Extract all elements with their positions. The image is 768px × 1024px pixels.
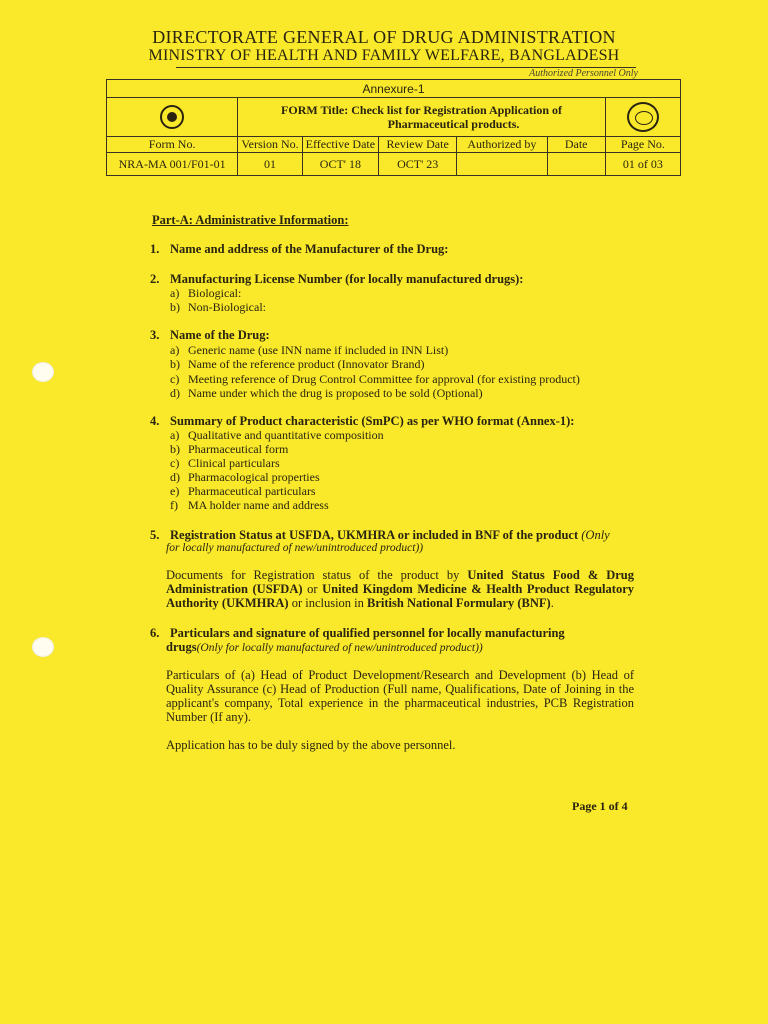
form-table-value-row bbox=[107, 153, 681, 176]
item-5-title-note: for locally manufactured of new/unintroduced product)) bbox=[166, 542, 424, 554]
annexure-label: Annexure-1 bbox=[107, 80, 681, 98]
val-version-no: 01 bbox=[238, 153, 302, 176]
item-6-title: Particulars and signature of qualified personnel for locally manufacturing bbox=[170, 626, 565, 640]
col-version-no: Version No. bbox=[238, 137, 302, 153]
item-5-number: 5. bbox=[150, 528, 160, 542]
govt-seal-icon bbox=[160, 105, 184, 129]
val-page-no: 01 of 03 bbox=[605, 153, 680, 176]
item-6-title-cont: drugs(Only for locally manufactured of new/unintroduced product)) bbox=[166, 640, 483, 654]
form-table-header-row bbox=[107, 137, 681, 153]
item-5-title: Registration Status at USFDA, UKMHRA or included in BNF of the product (Only bbox=[170, 528, 610, 542]
val-date bbox=[547, 153, 605, 176]
item-4a: a) Qualitative and quantitative composition bbox=[170, 428, 384, 442]
val-review-date: OCT' 23 bbox=[379, 153, 457, 176]
item-1-number: 1. bbox=[150, 242, 160, 256]
punch-hole-top bbox=[32, 362, 54, 382]
page-number: Page 1 of 4 bbox=[572, 799, 628, 813]
form-title-line2: Pharmaceutical products. bbox=[387, 117, 520, 131]
item-4c: c) Clinical particulars bbox=[170, 456, 280, 470]
item-2-number: 2. bbox=[150, 272, 160, 286]
item-6-signature-note: Application has to be duly signed by the above personnel. bbox=[166, 738, 456, 752]
form-info-table bbox=[106, 79, 681, 176]
item-3b: b) Name of the reference product (Innovator Brand) bbox=[170, 357, 425, 371]
form-title bbox=[238, 98, 606, 137]
item-3c: c) Meeting reference of Drug Control Committee for approval (for existing product) bbox=[170, 372, 580, 386]
item-5-paragraph: Documents for Registration status of the product by United Status Food & Drug Administration (USFDA) or United Kingdom Medicine & Health Product Regulatory Authority (UKMHRA) or inclusion in British National Formulary (BNF). bbox=[166, 568, 634, 610]
col-effective-date: Effective Date bbox=[302, 137, 378, 153]
val-effective-date: OCT' 18 bbox=[302, 153, 378, 176]
item-3-number: 3. bbox=[150, 328, 160, 342]
form-title-line1: FORM Title: Check list for Registration Application of bbox=[281, 103, 563, 117]
part-a-heading: Part-A: Administrative Information: bbox=[152, 213, 349, 227]
col-authorized-by: Authorized by bbox=[457, 137, 547, 153]
col-page-no: Page No. bbox=[605, 137, 680, 153]
item-4b: b) Pharmaceutical form bbox=[170, 442, 289, 456]
item-4-number: 4. bbox=[150, 414, 160, 428]
item-2b: b) Non-Biological: bbox=[170, 300, 266, 314]
item-4-title: Summary of Product characteristic (SmPC) as per WHO format (Annex-1): bbox=[170, 414, 575, 428]
col-review-date: Review Date bbox=[379, 137, 457, 153]
item-3-title: Name of the Drug: bbox=[170, 328, 270, 342]
item-4e: e) Pharmaceutical particulars bbox=[170, 484, 316, 498]
col-form-no: Form No. bbox=[107, 137, 238, 153]
item-6-number: 6. bbox=[150, 626, 160, 640]
item-4d: d) Pharmacological properties bbox=[170, 470, 320, 484]
item-6-paragraph: Particulars of (a) Head of Product Development/Research and Development (b) Head of Quality Assurance (c) Head of Production (Full name, Qualifications, Date of Joining in the applicant's company, Total experience in the pharmaceutical industries, PCB Registration Number (If any). bbox=[166, 668, 634, 724]
val-form-no: NRA-MA 001/F01-01 bbox=[107, 153, 238, 176]
item-1-title: Name and address of the Manufacturer of the Drug: bbox=[170, 242, 449, 256]
authorized-note: Authorized Personnel Only bbox=[529, 68, 638, 79]
item-2a: a) Biological: bbox=[170, 286, 242, 300]
govt-logo-cell bbox=[107, 98, 238, 137]
item-3d: d) Name under which the drug is proposed to be sold (Optional) bbox=[170, 386, 483, 400]
header-ministry: MINISTRY OF HEALTH AND FAMILY WELFARE, BANGLADESH bbox=[148, 47, 620, 64]
col-date: Date bbox=[547, 137, 605, 153]
val-authorized-by bbox=[457, 153, 547, 176]
dgda-seal-icon bbox=[627, 102, 659, 132]
punch-hole-bottom bbox=[32, 637, 54, 657]
header-directorate: DIRECTORATE GENERAL OF DRUG ADMINISTRATION bbox=[152, 27, 616, 47]
item-3a: a) Generic name (use INN name if included in INN List) bbox=[170, 343, 449, 357]
item-2-title: Manufacturing License Number (for locally manufactured drugs): bbox=[170, 272, 524, 286]
item-4f: f) MA holder name and address bbox=[170, 498, 329, 512]
dgda-logo-cell bbox=[605, 98, 680, 137]
